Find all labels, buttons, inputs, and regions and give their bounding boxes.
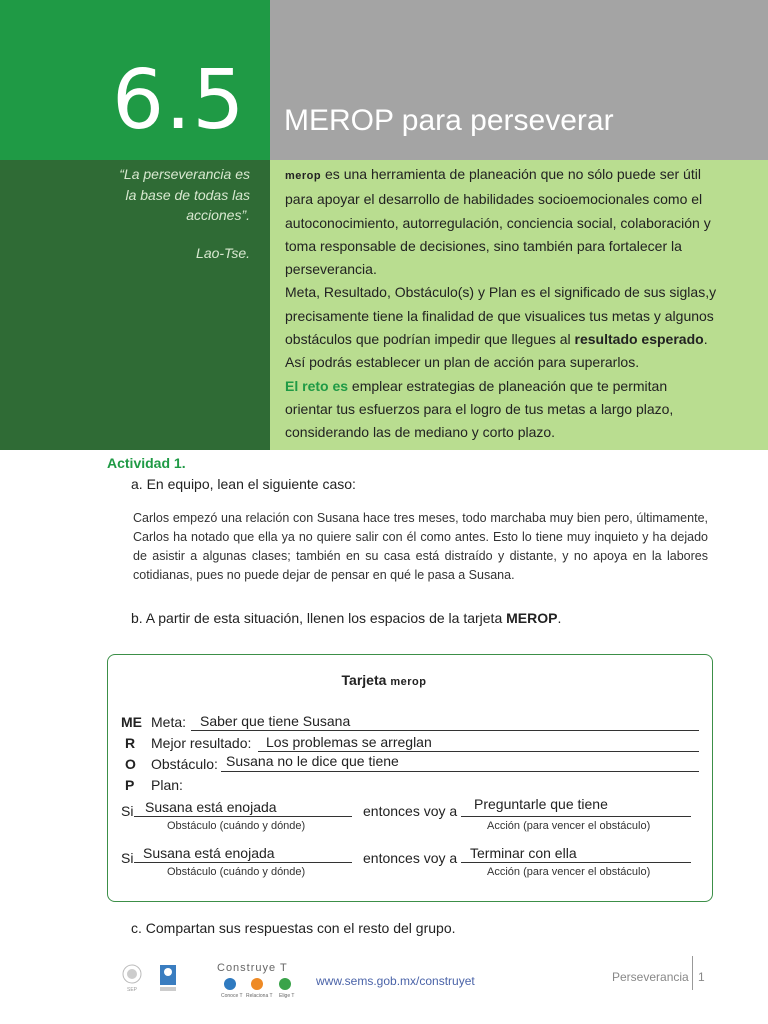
- obstaculo-answer: Susana no le dice que tiene: [226, 753, 399, 769]
- intro-text: [285, 163, 717, 445]
- step-a: a. En equipo, lean el siguiente caso:: [131, 476, 356, 492]
- intro-paragraph-1: merop es una herramienta de planeación que no sólo puede ser útil para apoyar el desarrollo de habilidades socioemocionales como el autoconocimiento, autorregulación, conciencia social, colaboración y toma responsable de decisiones, sino también para fortalecer la perseverancia.: [285, 166, 711, 278]
- step-b: b. A partir de esta situación, llenen los espacios de la tarjeta MEROP.: [131, 610, 562, 626]
- plan-row-1-then: entonces voy a: [363, 803, 458, 819]
- obstaculo-label: Obstáculo:: [151, 756, 218, 772]
- plan-row-2-then: entonces voy a: [363, 850, 458, 866]
- plan-row-1-obstacle: Susana está enojada: [145, 799, 277, 815]
- plan-row-2-si: Si: [121, 850, 134, 866]
- undp-logo-icon: [158, 963, 178, 993]
- section-number: 6.5: [112, 53, 246, 148]
- footer-url[interactable]: www.sems.gob.mx/construyet: [316, 974, 475, 988]
- plan-label: Plan:: [151, 777, 183, 793]
- letter-p: P: [125, 777, 135, 793]
- plan-row-2-action-line[interactable]: [461, 862, 691, 863]
- plan-row-1-obstacle-caption: Obstáculo (cuándo y dónde): [167, 820, 306, 832]
- resultado-answer: Los problemas se arreglan: [266, 734, 432, 750]
- plan-row-2-obstacle-line[interactable]: [134, 862, 352, 863]
- intro-paragraph-2: Meta, Resultado, Obstáculo(s) y Plan es el significado de sus siglas,y precisamente tiene la finalidad de que visualices tus metas y algunos obstáculos que podrían impedir que llegues al resultado esperado.: [285, 284, 717, 348]
- plan-row-1-action: Preguntarle que tiene: [474, 796, 608, 812]
- plan-row-2-action-caption: Acción (para vencer el obstáculo): [487, 866, 651, 878]
- step-c: c. Compartan sus respuestas con el resto del grupo.: [131, 920, 456, 936]
- relaciona-t-icon: [251, 978, 263, 990]
- meta-label: Meta:: [151, 714, 187, 730]
- conoce-t-label: Conoce T: [221, 993, 243, 999]
- plan-row-1-obstacle-line[interactable]: [134, 816, 352, 817]
- sep-seal-icon: [119, 963, 145, 993]
- plan-row-1-action-caption: Acción (para vencer el obstáculo): [487, 820, 651, 832]
- meta-line[interactable]: [191, 730, 699, 731]
- plan-row-1-si: Si: [121, 803, 134, 819]
- quote: [110, 164, 250, 263]
- plan-row-2-obstacle: Susana está enojada: [143, 845, 275, 861]
- sep-label: SEP: [126, 987, 138, 993]
- page-number: 1: [698, 970, 705, 984]
- relaciona-t-label: Relaciona T: [246, 993, 273, 999]
- letter-r: R: [125, 735, 136, 751]
- elige-t-label: Elige T: [279, 993, 295, 999]
- intro-paragraph-4: El reto es emplear estrategias de planeación que te permitan orientar tus esfuerzos para el logro de tus metas a largo plazo, considerando las de mediano y corto plazo.: [285, 377, 674, 441]
- construye-t-logo: Construye T: [217, 962, 288, 974]
- intro-paragraph-3: Así podrás establecer un plan de acción para superarlos.: [285, 354, 640, 371]
- card-title: Tarjeta merop: [341, 672, 427, 688]
- quote-author: Lao-Tse.: [196, 244, 250, 261]
- letter-o: O: [125, 756, 136, 772]
- plan-row-1-action-line[interactable]: [461, 816, 691, 817]
- letter-me: ME: [121, 714, 142, 730]
- plan-row-2-action: Terminar con ella: [470, 845, 577, 861]
- footer-section: Perseverancia: [612, 970, 689, 984]
- quote-text: “La perseverancia es la base de todas las acciones”.: [119, 166, 250, 223]
- section-title: MEROP para perseverar: [284, 104, 614, 137]
- obstaculo-line[interactable]: [221, 771, 699, 772]
- case-text: Carlos empezó una relación con Susana hace tres meses, todo marchaba muy bien pero, últimamente, Carlos ha notado que ella ya no quiere salir con él como antes. Esto lo tiene muy inquieto y ha dejado de asistir a algunas clases; también en su casa está distraído y distante, y no apoya en la labores cotidianas, pues no puede dejar de pensar en qué le pasa a Susana.: [133, 511, 708, 582]
- plan-row-2-obstacle-caption: Obstáculo (cuándo y dónde): [167, 866, 306, 878]
- activity-title: Actividad 1.: [107, 455, 186, 471]
- resultado-label: Mejor resultado:: [151, 735, 252, 751]
- conoce-t-icon: [224, 978, 236, 990]
- footer-divider: [692, 956, 693, 990]
- meta-answer: Saber que tiene Susana: [200, 713, 351, 729]
- elige-t-icon: [279, 978, 291, 990]
- merop-acronym: merop: [285, 170, 322, 182]
- resultado-line[interactable]: [258, 751, 699, 752]
